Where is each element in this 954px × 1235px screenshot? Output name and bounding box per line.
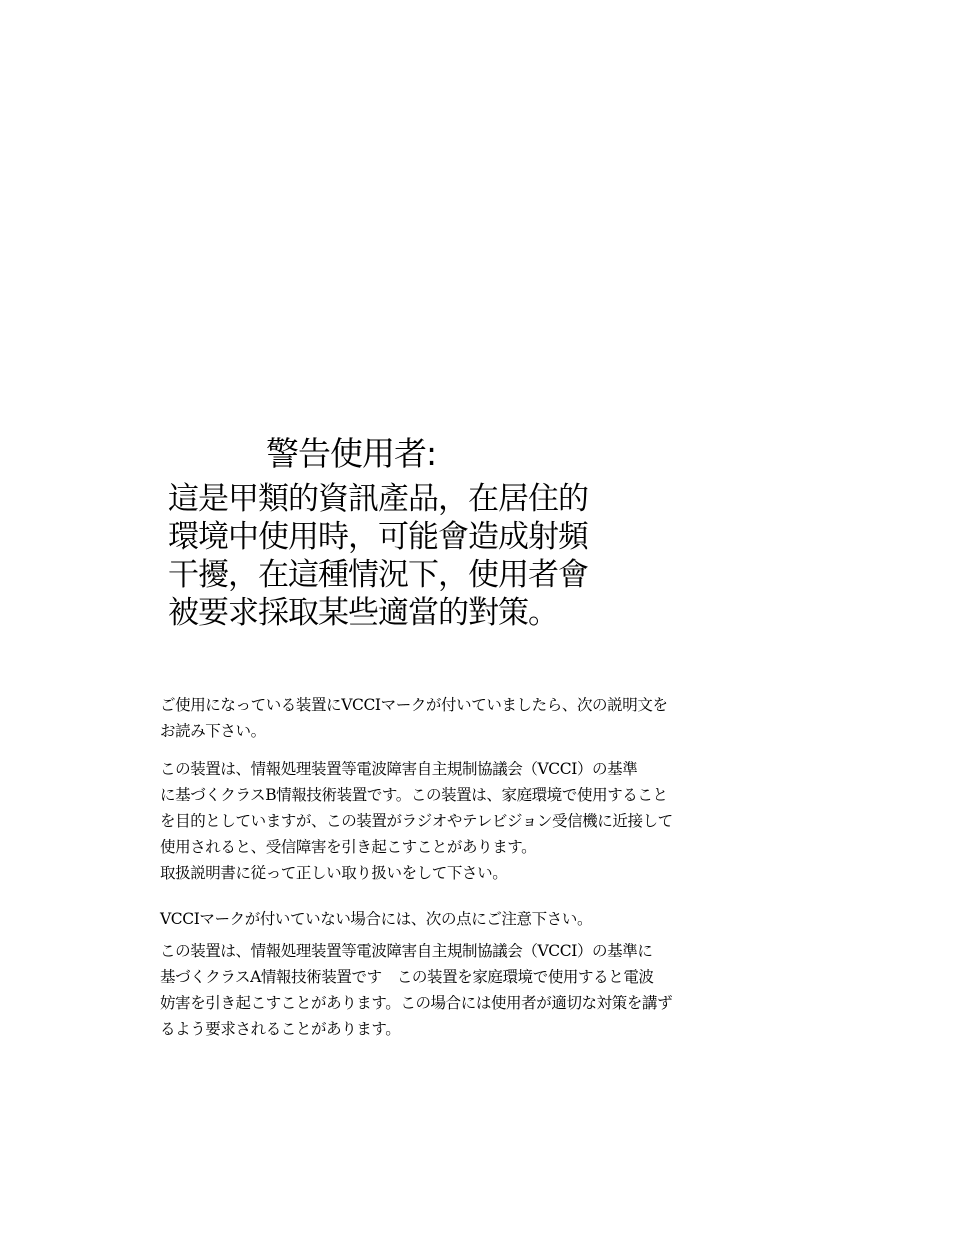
warning-line: 這是甲類的資訊產品，在居住的 bbox=[168, 481, 588, 517]
warning-line: 環境中使用時，可能會造成射頻 bbox=[168, 519, 588, 555]
warning-body bbox=[168, 480, 628, 632]
vcci-no-mark-paragraph bbox=[160, 906, 760, 932]
paragraph-line: VCCIマークが付いていない場合には、次の点にご注意下さい。 bbox=[160, 910, 593, 928]
paragraph-line: 使用されると、受信障害を引き起こすことがあります。 bbox=[160, 838, 537, 856]
vcci-intro-paragraph bbox=[160, 692, 760, 744]
warning-title: 警告使用者: bbox=[266, 434, 437, 473]
paragraph-line: この装置は、情報処理装置等電波障害自主規制協議会（VCCI）の基準 bbox=[160, 760, 638, 778]
paragraph-line: ご使用になっている装置にVCCIマークが付いていましたら、次の説明文を bbox=[160, 696, 668, 714]
vcci-class-b-paragraph bbox=[160, 756, 760, 886]
vcci-class-a-paragraph bbox=[160, 938, 760, 1042]
paragraph-line: 取扱説明書に従って正しい取り扱いをして下さい。 bbox=[160, 864, 508, 882]
paragraph-line: この装置は、情報処理装置等電波障害自主規制協議会（VCCI）の基準に bbox=[160, 942, 653, 960]
paragraph-line: に基づくクラスB情報技術装置です。この装置は、家庭環境で使用すること bbox=[160, 786, 668, 804]
warning-line: 被要求採取某些適當的對策。 bbox=[168, 595, 558, 631]
paragraph-line: お読み下さい。 bbox=[160, 722, 266, 740]
paragraph-line: を目的としていますが、この装置がラジオやテレビジョン受信機に近接して bbox=[160, 812, 673, 830]
paragraph-line: るよう要求されることがあります。 bbox=[160, 1020, 401, 1038]
paragraph-line: 基づくクラスA情報技術装置です この装置を家庭環境で使用すると電波 bbox=[160, 968, 654, 986]
paragraph-line: 妨害を引き起こすことがあります。この場合には使用者が適切な対策を講ず bbox=[160, 994, 673, 1012]
warning-line: 干擾，在這種情況下，使用者會 bbox=[168, 557, 588, 593]
